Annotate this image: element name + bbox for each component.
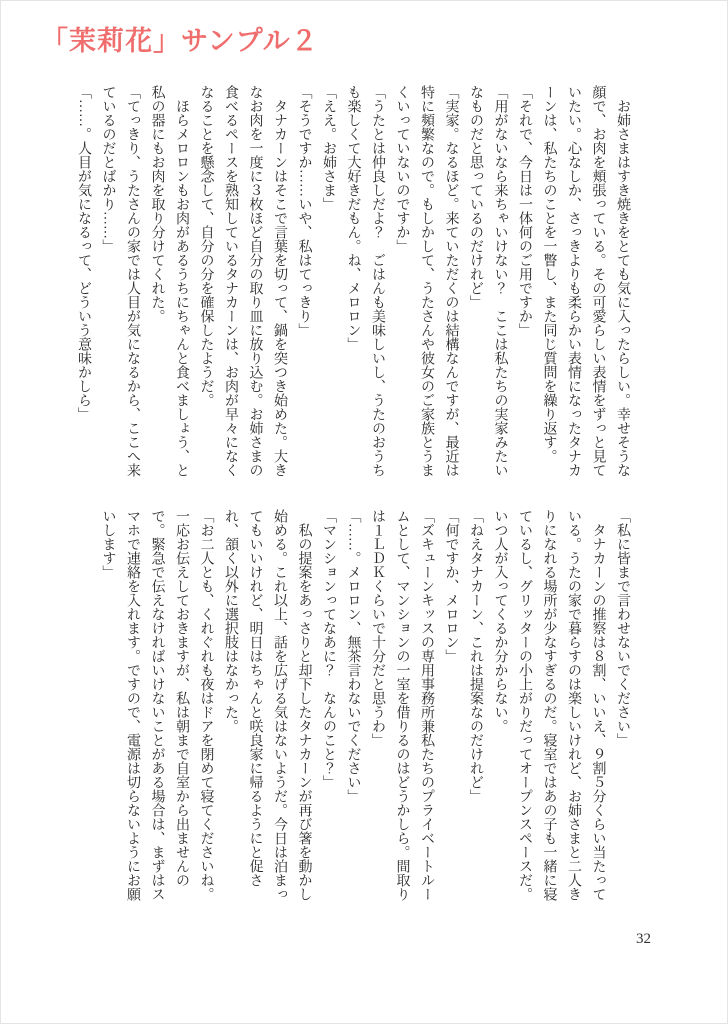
paragraph: タナカーンはそこで言葉を切って、鍋を突つき始めた。大きなお肉を一度に３枚ほど自分の取り皿に放り込む。お姉さまの食べるペースを熟知しているタナカーンは、お肉が早々になくなることを懸念して、自分の分を確保したようだ。: [198, 85, 287, 477]
paragraph: 「それで、今日は一体何のご用ですか」: [517, 85, 532, 337]
paragraph: 私の提案をあっさりと却下したタナカーンが再び箸を動かし始める。これ以上、話を広げる気はないようだ。今日は泊まってもいいけれど、明日はちゃんと咲良家に帰るようにと促され、頷く以外に選択肢はなかった。: [223, 509, 312, 901]
paragraph: ほらメロロンもお肉があるうちにちゃんと食べましょう、と私の器にもお肉を取り分けてくれた。: [149, 85, 189, 477]
paragraph: 「てっきり、うたさんの家では人目が気になるから、ここへ来ているのだとばかり……」: [100, 85, 140, 477]
paragraph: 「ええ。お姉さま」: [321, 85, 336, 211]
paragraph: 「私に皆まで言わせないでください」: [615, 509, 630, 747]
paragraph: 「用がないなら来ちゃいけない？ ここは私たちの実家みたいなものだと思っているのだけれど」: [468, 85, 508, 477]
paragraph: 「……。人目が気になるって、どういう意味かしら」: [76, 85, 91, 421]
paragraph: 「うたとは仲良しだよ？ ごはんも美味しいし、うたのおうちも楽しくて大好きだもん。ね、メロロン」: [345, 85, 385, 477]
paragraph: 「ズキューンキッスの専用事務所兼私たちのプライベートルームとして、マンションの一室を借りるのはどうかしら。間取りは１ＬＤＫくらいで十分だと思うわ」: [370, 509, 434, 901]
text-block-bottom: [95, 509, 634, 911]
paragraph: タナカーンの推察は８割、いいえ、９割５分くらい当たっている。うたの家で暮らすのは楽しいけれど、お姉さまと二人きりになれる場所が少なすぎるのだ。寝室ではあの子も一緒に寝ているし、グリッターの小上がりだってオープンスペースだ。いつ人が入ってくるか分からない。: [492, 509, 606, 901]
paragraph: 「実家。なるほど。来ていただくのは結構なんですが、最近は特に頻繁なので。もしかして、うたさんや彼女のご家族とうまくいっていないのですか」: [394, 85, 459, 477]
text-block-top: [71, 85, 635, 481]
paragraph: 「ねえタナカーン、これは提案なのだけれど」: [468, 509, 483, 803]
page-title: 「茉莉花」サンプル２: [41, 26, 319, 56]
paragraph: 「お二人とも、くれぐれも夜はドアを閉めて寝てくださいね。一応お伝えしておきますが、私は朝まで自室から出ませんので。緊急で伝えなければいけないことがある場合は、まずはスマホで連絡を入れます。ですので、電源は切らないようにお願いします」: [100, 509, 214, 901]
paragraph: 「マンションってなあに？ なんのこと？」: [321, 509, 336, 789]
paragraph: 「何ですか、メロロン」: [443, 509, 459, 663]
paragraph: 「……。メロロン、無茶言わないでください」: [345, 509, 361, 803]
paragraph: 「そうですか……いや、私はてっきり」: [296, 85, 312, 337]
paragraph: お姉さまはすき焼きをとても気に入ったらしい。幸せそうな顔で、お肉を頬張っている。その可愛らしい表情をずっと見ていたい。心なしか、さっきよりも柔らかい表情になったタナカーンは、私たちのことを一瞥し、また同じ質問を繰り返す。: [541, 85, 630, 477]
page-number: 32: [636, 931, 651, 947]
